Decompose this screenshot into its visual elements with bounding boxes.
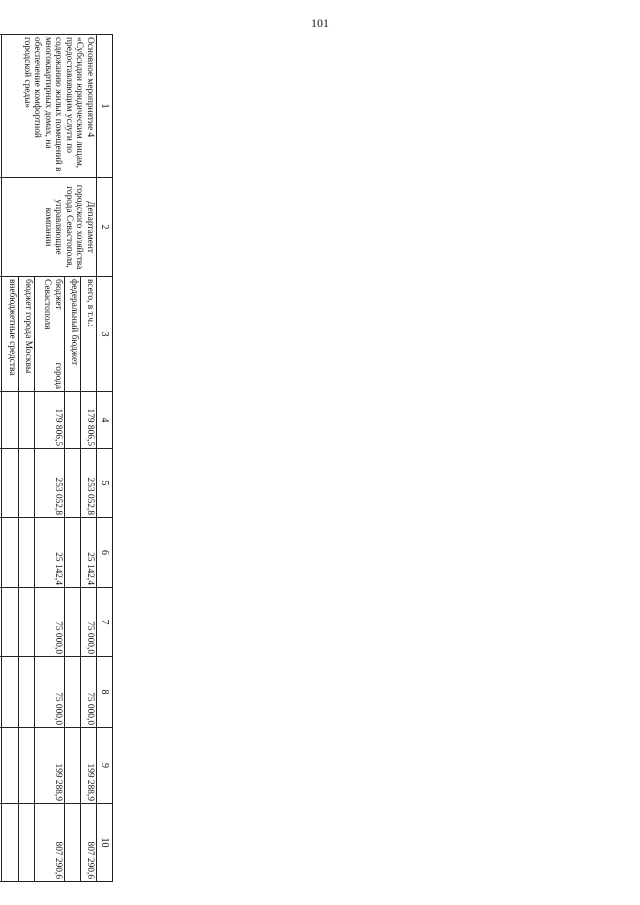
header-cell: 4	[97, 392, 113, 449]
source-total: всего, в т.ч.:	[81, 277, 97, 392]
empty-cell	[65, 588, 81, 657]
value-cell: 25 142,4	[81, 518, 97, 588]
empty-cell	[65, 657, 81, 728]
value-cell	[0, 804, 1, 882]
empty-cell	[65, 449, 81, 518]
empty-cell	[1, 518, 18, 588]
value-cell: 25 142,4	[34, 518, 64, 588]
value-cell	[0, 449, 1, 518]
empty-cell	[1, 804, 18, 882]
header-cell: 1	[97, 35, 113, 178]
empty-cell	[1, 728, 18, 804]
empty-cell	[18, 518, 34, 588]
executor-name: Департамент городского хозяйства города Севастополя, управляющие компании	[1, 178, 96, 277]
source-total	[0, 277, 1, 392]
header-cell: 9	[97, 728, 113, 804]
value-cell	[0, 728, 1, 804]
header-row	[97, 35, 113, 882]
value-cell: 179 806,5	[81, 392, 97, 449]
value-cell: 75 000,0	[34, 588, 64, 657]
value-cell: 199 288,9	[34, 728, 64, 804]
value-cell: 199 288,9	[81, 728, 97, 804]
value-cell: 807 290,6	[81, 804, 97, 882]
empty-cell	[1, 392, 18, 449]
rotated-table-wrapper	[0, 34, 113, 881]
empty-cell	[65, 804, 81, 882]
empty-cell	[18, 804, 34, 882]
executor-name	[0, 178, 1, 277]
header-cell: 8	[97, 657, 113, 728]
empty-cell	[18, 657, 34, 728]
header-cell: 5	[97, 449, 113, 518]
value-cell: 807 290,6	[34, 804, 64, 882]
value-cell	[0, 518, 1, 588]
value-cell: 253 052,8	[81, 449, 97, 518]
empty-cell	[18, 449, 34, 518]
value-cell: 75 000,0	[34, 657, 64, 728]
page-number: 101	[311, 16, 329, 30]
activity-name	[0, 35, 1, 178]
empty-cell	[18, 728, 34, 804]
activity-name: Основное мероприятие 4 «Субсидии юридическим лицам, предоставляющим услуги по содержанию жилых помещений в многоквартирных домах, на обеспечение комфортной городской среды»	[1, 35, 96, 178]
budget-table	[0, 34, 113, 882]
value-cell: 75 000,0	[81, 657, 97, 728]
value-cell	[0, 657, 1, 728]
header-cell: 10	[97, 804, 113, 882]
empty-cell	[18, 392, 34, 449]
empty-cell	[1, 588, 18, 657]
table-row	[0, 35, 1, 882]
empty-cell	[1, 449, 18, 518]
header-cell: 7	[97, 588, 113, 657]
value-cell: 253 052,8	[34, 449, 64, 518]
value-cell	[0, 392, 1, 449]
header-cell: 3	[97, 277, 113, 392]
table-row	[81, 35, 97, 882]
value-cell: 179 806,5	[34, 392, 64, 449]
value-cell	[0, 588, 1, 657]
empty-cell	[65, 728, 81, 804]
empty-cell	[1, 657, 18, 728]
source-city: бюджет города Севастополя	[34, 277, 64, 392]
empty-cell	[18, 588, 34, 657]
empty-cell	[65, 518, 81, 588]
source-federal: федеральный бюджет	[65, 277, 81, 392]
source-extra: внебюджетные средства	[1, 277, 18, 392]
header-cell: 6	[97, 518, 113, 588]
empty-cell	[65, 392, 81, 449]
source-moscow: бюджет города Москвы	[18, 277, 34, 392]
header-cell: 2	[97, 178, 113, 277]
value-cell: 75 000,0	[81, 588, 97, 657]
